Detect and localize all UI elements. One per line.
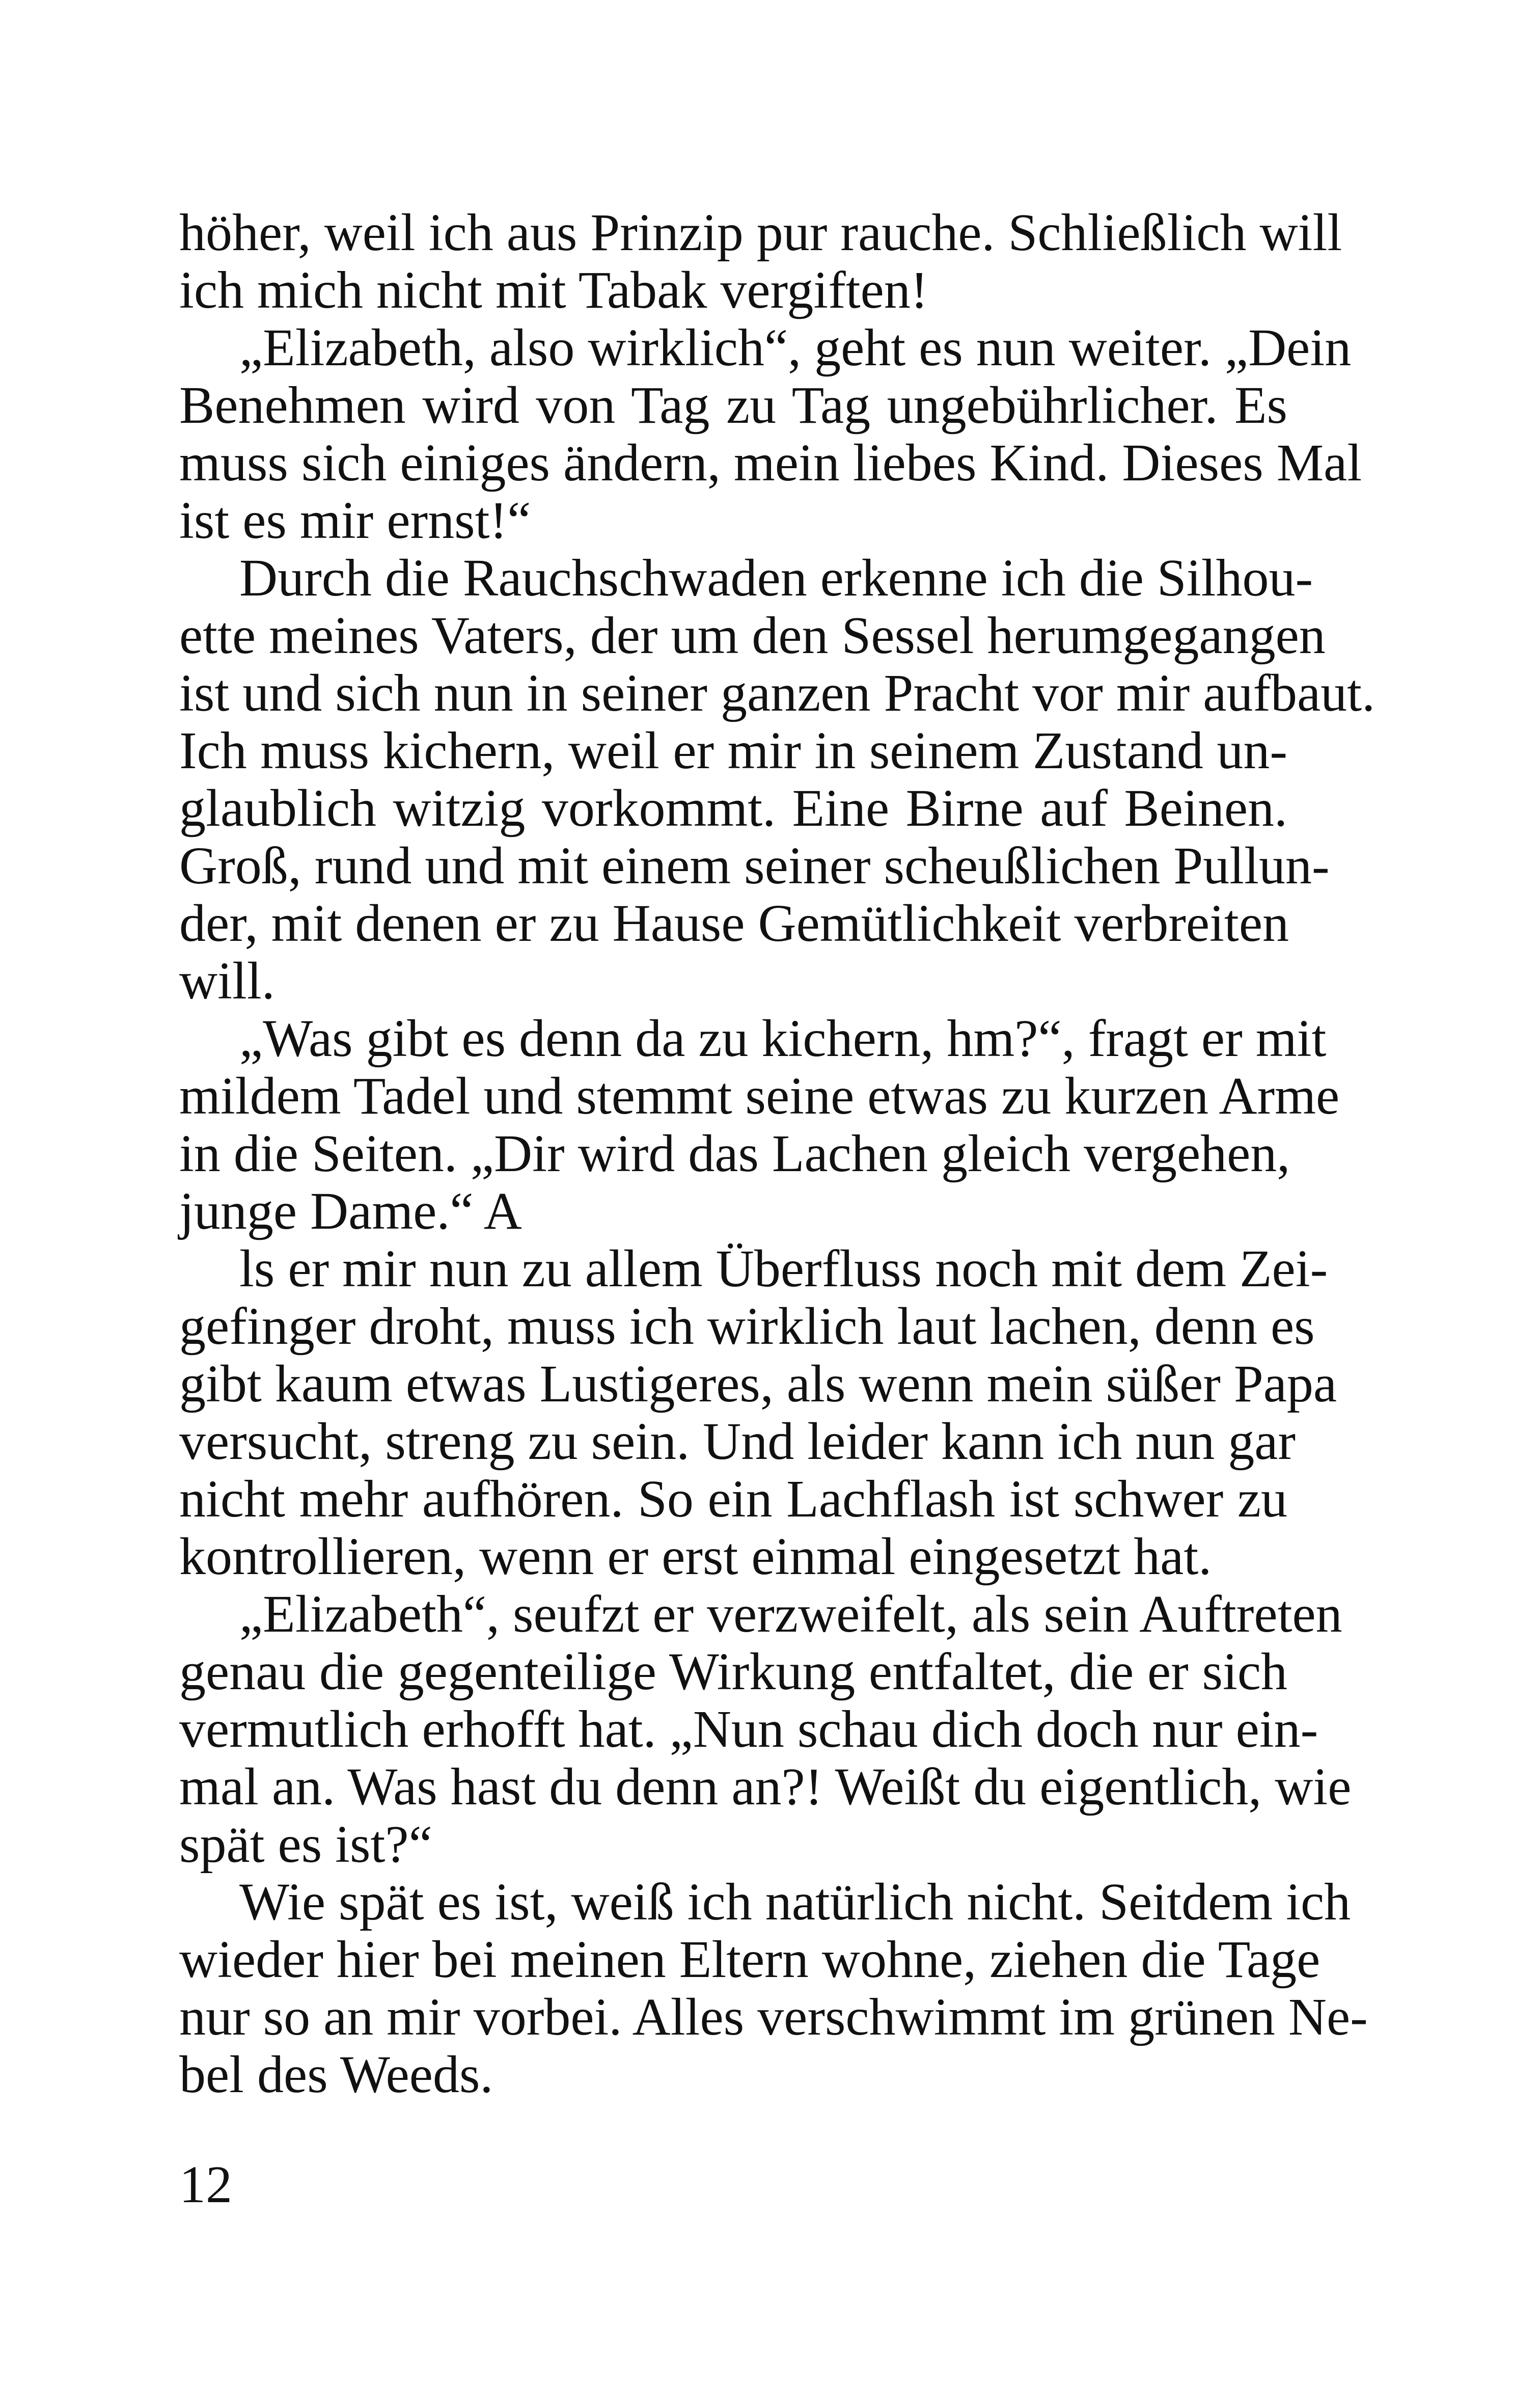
- text-line: glaublich witzig vorkommt. Eine Birne auf Beinen.: [179, 779, 1287, 837]
- text-line: versucht, streng zu sein. Und leider kann ich nun gar: [179, 1412, 1296, 1471]
- text-line: mal an. Was hast du denn an?! Weißt du eigentlich, wie: [179, 1757, 1352, 1816]
- text-line: in die Seiten. „Dir wird das Lachen gleich vergehen,: [179, 1124, 1290, 1183]
- text-line: Durch die Rauchschwaden erkenne ich die Silhou-: [239, 549, 1313, 607]
- text-line: „Elizabeth, also wirklich“, geht es nun weiter. „Dein: [239, 318, 1352, 377]
- text-line: der, mit denen er zu Hause Gemütlichkeit verbreiten: [179, 894, 1289, 953]
- text-line: kontrollieren, wenn er erst einmal eingesetzt hat.: [179, 1527, 1212, 1586]
- text-line: spät es ist?“: [179, 1815, 432, 1874]
- text-line: wieder hier bei meinen Eltern wohne, ziehen die Tage: [179, 1930, 1321, 1989]
- text-line: „Elizabeth“, seufzt er verzweifelt, als sein Auftreten: [239, 1585, 1342, 1643]
- text-line: ls er mir nun zu allem Überfluss noch mit dem Zei-: [239, 1239, 1328, 1298]
- text-line: muss sich einiges ändern, mein liebes Kind. Dieses Mal: [179, 434, 1362, 492]
- page-number: 12: [179, 2155, 232, 2214]
- text-line: junge Dame.“ A: [179, 1182, 522, 1240]
- text-line: Groß, rund und mit einem seiner scheußlichen Pullun-: [179, 836, 1330, 895]
- text-line: gibt kaum etwas Lustigeres, als wenn mein süßer Papa: [179, 1355, 1337, 1413]
- text-line: ich mich nicht mit Tabak vergiften!: [179, 261, 928, 319]
- text-line: höher, weil ich aus Prinzip pur rauche. Schließlich will: [179, 203, 1342, 262]
- text-line: will.: [179, 952, 275, 1010]
- text-line: bel des Weeds.: [179, 2045, 493, 2104]
- text-line: nur so an mir vorbei. Alles verschwimmt im grünen Ne-: [179, 1988, 1368, 2046]
- text-line: ist und sich nun in seiner ganzen Pracht vor mir aufbaut.: [179, 664, 1376, 722]
- body-text: [179, 203, 1376, 2104]
- text-line: Ich muss kichern, weil er mir in seinem Zustand un-: [179, 721, 1287, 780]
- text-line: gefinger droht, muss ich wirklich laut lachen, denn es: [179, 1297, 1315, 1356]
- text-line: Wie spät es ist, weiß ich natürlich nicht. Seitdem ich: [239, 1873, 1351, 1931]
- text-line: ist es mir ernst!“: [179, 491, 531, 550]
- text-line: ette meines Vaters, der um den Sessel herumgegangen: [179, 606, 1326, 665]
- text-line: genau die gegenteilige Wirkung entfaltet, die er sich: [179, 1642, 1287, 1701]
- text-line: „Was gibt es denn da zu kichern, hm?“, fragt er mit: [239, 1009, 1327, 1068]
- text-line: vermutlich erhofft hat. „Nun schau dich doch nur ein-: [179, 1700, 1318, 1758]
- text-line: mildem Tadel und stemmt seine etwas zu kurzen Arme: [179, 1067, 1340, 1125]
- text-line: Benehmen wird von Tag zu Tag ungebührlicher. Es: [179, 376, 1287, 435]
- text-line: nicht mehr aufhören. So ein Lachflash ist schwer zu: [179, 1470, 1287, 1528]
